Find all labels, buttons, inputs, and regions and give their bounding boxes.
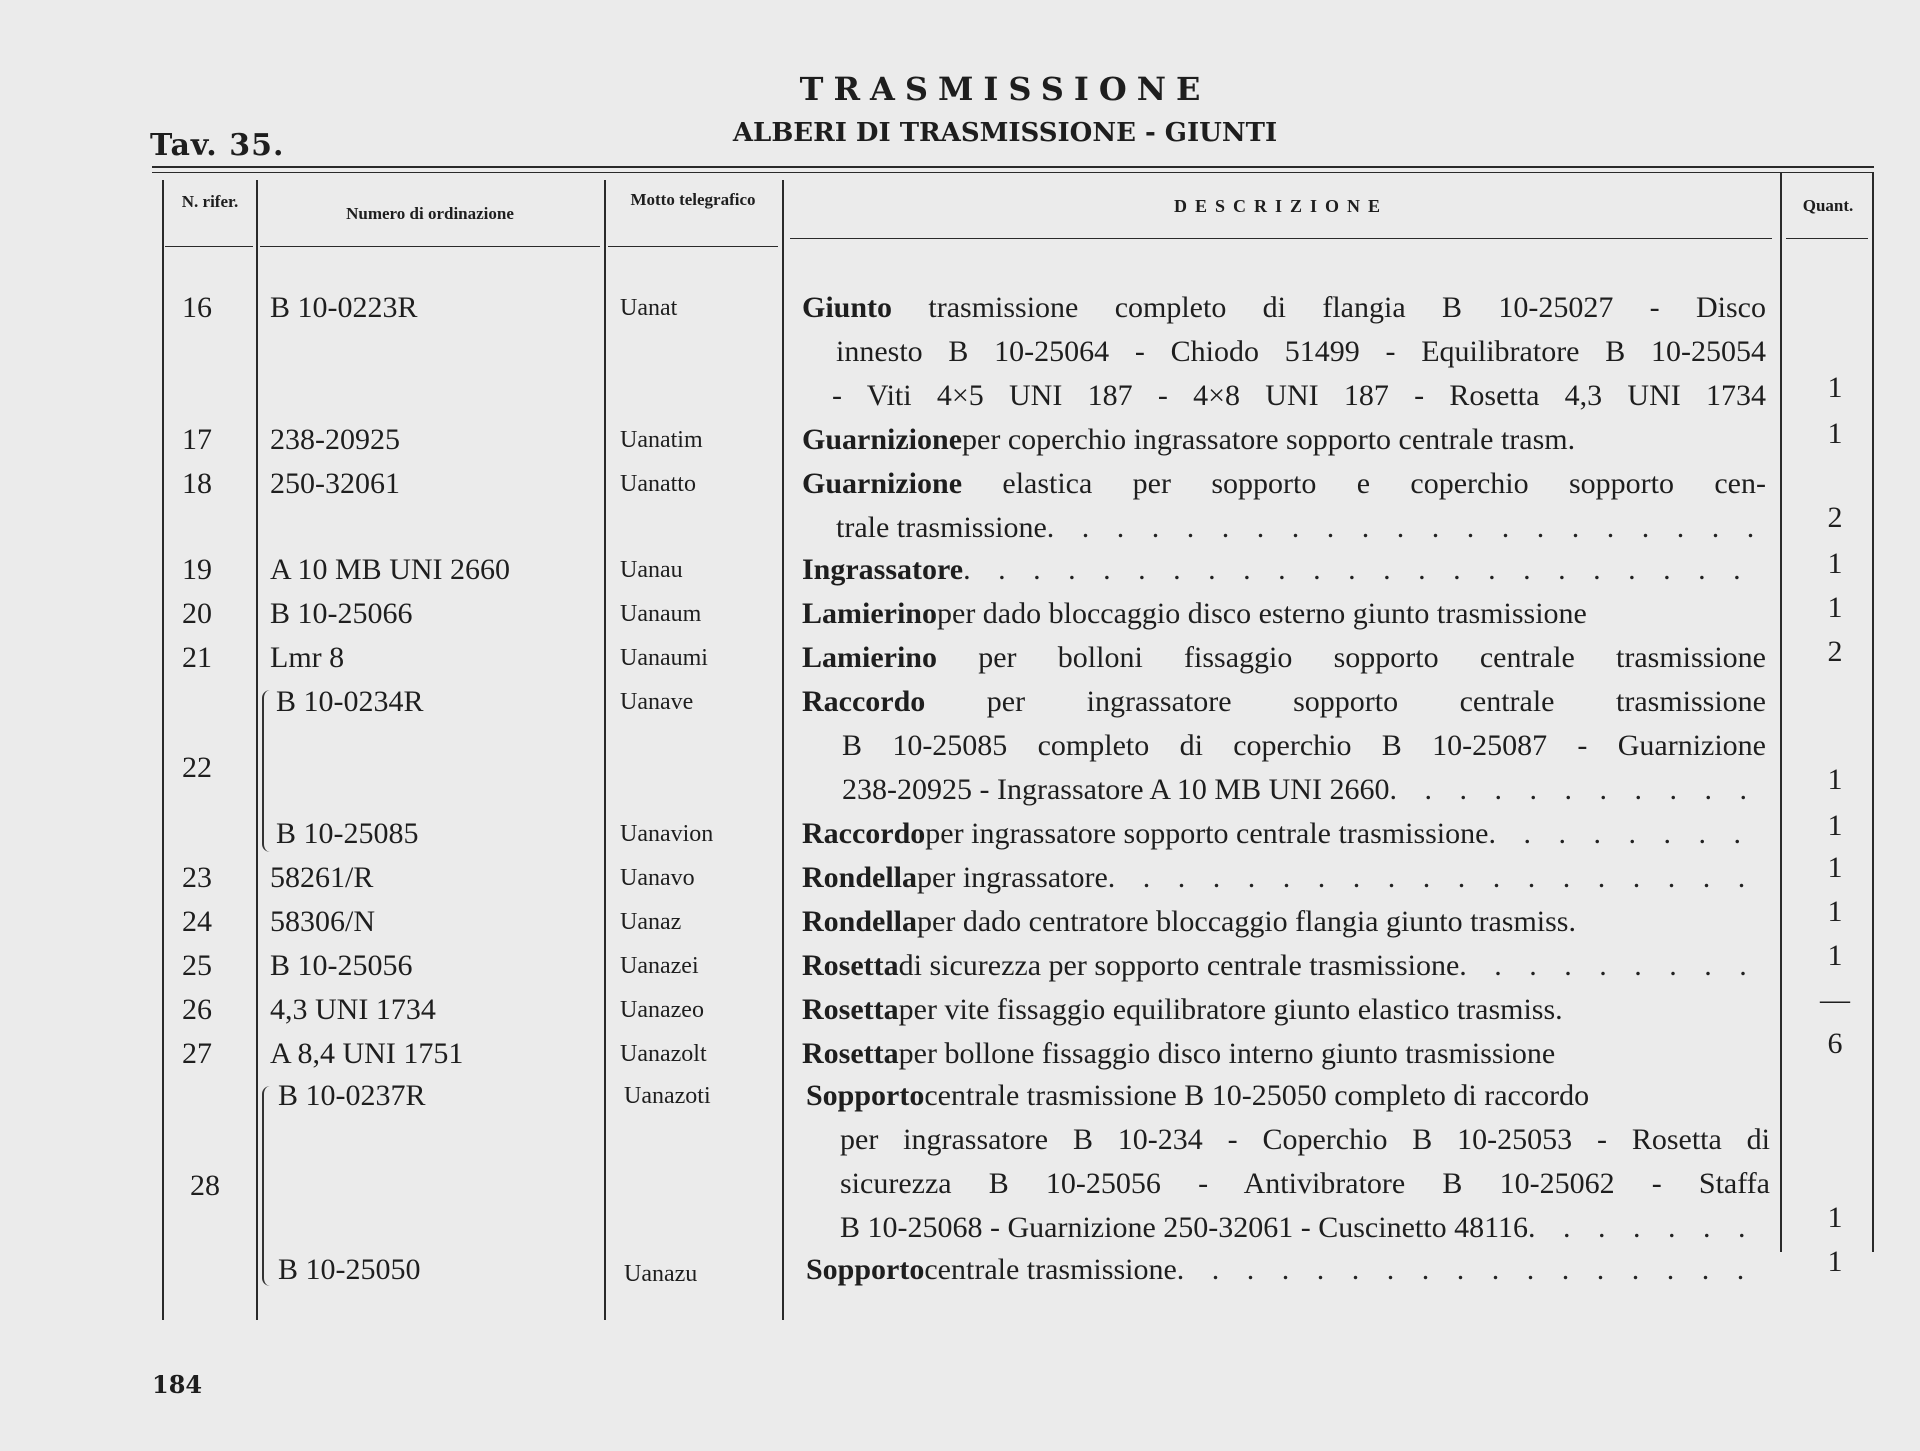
order-number: B 10-25085 [276, 817, 419, 850]
order-number: B 10-0223R [270, 291, 418, 324]
desc-text: per ingrassatore sopporto centrale trasmissione [925, 685, 1766, 718]
desc-text: per bollone fissaggio disco interno giunto trasmissione [898, 1037, 1556, 1070]
description [802, 286, 1766, 418]
desc-text: innesto B 10-25064 - Chiodo 51499 - Equilibratore B 10-25054 [836, 335, 1766, 368]
page-title: TRASMISSIONE [799, 70, 1211, 108]
description [806, 1074, 1770, 1250]
leader-dots [1488, 812, 1766, 856]
ref-number: 28 [190, 1169, 220, 1202]
table-top-rule [152, 166, 1874, 168]
desc-keyword: Guarnizione [802, 423, 963, 456]
desc-text: per ingrassatore [917, 861, 1108, 894]
desc-keyword: Raccordo [802, 685, 926, 718]
order-number: B 10-25056 [270, 949, 413, 982]
quantity: 1 [1827, 1201, 1843, 1234]
telegraphic-code: Uanaumi [620, 645, 708, 671]
quantity: 1 [1827, 417, 1843, 450]
desc-text: di sicurezza per sopporto centrale trasmissione [898, 949, 1460, 982]
quantity: 2 [1827, 501, 1843, 534]
quantity: — [1820, 983, 1850, 1016]
plate-number: Tav. 35. [150, 128, 285, 163]
desc-keyword: Rosetta [802, 993, 899, 1026]
telegraphic-code: Uanazei [620, 953, 699, 979]
quantity: 6 [1827, 1027, 1843, 1060]
description [806, 1248, 1770, 1292]
description [802, 900, 1766, 944]
quantity: 1 [1827, 371, 1843, 404]
desc-keyword: Rondella [802, 861, 918, 894]
order-number: B 10-0237R [278, 1079, 426, 1112]
description [802, 856, 1766, 900]
description [802, 812, 1766, 856]
telegraphic-code: Uanau [620, 557, 683, 583]
desc-text: trale trasmissione [836, 511, 1047, 544]
order-number: B 10-0234R [276, 685, 424, 718]
col-rule-right [1872, 172, 1874, 1252]
ref-number: 23 [182, 861, 212, 894]
desc-keyword: Raccordo [802, 817, 926, 850]
telegraphic-code: Uanazeo [620, 997, 704, 1023]
col-rule-nrif [256, 180, 258, 1320]
desc-keyword: Rosetta [802, 949, 899, 982]
description [802, 944, 1766, 988]
col-rule-left [162, 180, 164, 1320]
telegraphic-code: Uanave [620, 689, 694, 715]
quantity: 1 [1827, 895, 1843, 928]
description [802, 1032, 1766, 1076]
desc-text: per vite fissaggio equilibratore giunto elastico trasmiss. [898, 993, 1563, 1026]
telegraphic-code: Uanat [620, 295, 678, 321]
ref-number: 22 [182, 751, 212, 784]
order-number: 250-32061 [270, 467, 400, 500]
order-number: 58261/R [270, 861, 374, 894]
desc-text: B 10-25068 - Guarnizione 250-32061 - Cuscinetto 48116 [840, 1211, 1528, 1244]
desc-text: per bolloni fissaggio sopporto centrale trasmissione [937, 641, 1766, 674]
order-number: A 10 MB UNI 2660 [270, 553, 511, 586]
desc-text: per dado bloccaggio disco esterno giunto trasmissione [937, 597, 1587, 630]
telegraphic-code: Uanavion [620, 821, 714, 847]
desc-text: centrale trasmissione [924, 1253, 1177, 1286]
quantity: 2 [1827, 635, 1843, 668]
desc-text: centrale trasmissione B 10-25050 completo di raccordo [924, 1079, 1590, 1112]
header-rule [260, 246, 600, 247]
order-number: 58306/N [270, 905, 375, 938]
leader-dots [1459, 944, 1766, 988]
header-motto: Motto telegrafico [630, 190, 756, 209]
desc-keyword: Lamierino [802, 641, 937, 674]
description [802, 418, 1766, 462]
desc-text: trasmissione completo di flangia B 10-25027 - Disco [892, 291, 1766, 324]
table-top-rule-2 [152, 172, 1874, 173]
ref-number: 17 [182, 423, 212, 456]
ref-number: 21 [182, 641, 212, 674]
description [802, 462, 1766, 550]
telegraphic-code: Uanaum [620, 601, 702, 627]
quantity: 1 [1827, 591, 1843, 624]
ref-number: 20 [182, 597, 212, 630]
header-rule [790, 238, 1772, 239]
header-rule [1786, 238, 1868, 239]
desc-text: per ingrassatore sopporto centrale trasmissione [925, 817, 1489, 850]
page-subtitle: ALBERI DI TRASMISSIONE - GIUNTI [732, 118, 1278, 148]
quantity: 1 [1827, 1245, 1843, 1278]
ref-number: 27 [182, 1037, 212, 1070]
quantity: 1 [1827, 851, 1843, 884]
quantity: 1 [1827, 939, 1843, 972]
header-nrif: N. rifer. [181, 192, 239, 211]
quantity: 1 [1827, 547, 1843, 580]
telegraphic-code: Uanazu [624, 1261, 698, 1287]
page-number: 184 [152, 1370, 203, 1399]
description [802, 636, 1766, 680]
description [802, 548, 1766, 592]
desc-text: 238-20925 - Ingrassatore A 10 MB UNI 2660 [842, 773, 1390, 806]
leader-dots [963, 548, 1766, 592]
header-descrizione: DESCRIZIONE [1173, 196, 1389, 216]
desc-keyword: Guarnizione [802, 467, 963, 500]
desc-keyword: Rosetta [802, 1037, 899, 1070]
grouping-brace [262, 690, 270, 852]
telegraphic-code: Uanazolt [620, 1041, 707, 1067]
description [802, 680, 1766, 812]
header-numero: Numero di ordinazione [346, 204, 514, 223]
desc-keyword: Sopporto [806, 1079, 925, 1112]
desc-text: per ingrassatore B 10-234 - Coperchio B 10-25053 - Rosetta di [840, 1123, 1770, 1156]
desc-text: per coperchio ingrassatore sopporto centrale trasm. [962, 423, 1576, 456]
desc-keyword: Lamierino [802, 597, 937, 630]
telegraphic-code: Uanatto [620, 471, 696, 497]
ref-number: 24 [182, 905, 212, 938]
telegraphic-code: Uanavo [620, 865, 695, 891]
desc-text: sicurezza B 10-25056 - Antivibratore B 10-25062 - Staffa [840, 1167, 1770, 1200]
telegraphic-code: Uanazoti [624, 1083, 711, 1109]
ref-number: 26 [182, 993, 212, 1026]
header-rule [608, 246, 778, 247]
col-rule-motto [782, 180, 784, 1320]
leader-dots [1528, 1206, 1770, 1250]
leader-dots [1108, 856, 1766, 900]
ref-number: 18 [182, 467, 212, 500]
order-number: 238-20925 [270, 423, 400, 456]
telegraphic-code: Uanaz [620, 909, 682, 935]
header-quant: Quant. [1802, 196, 1854, 215]
header-rule [165, 246, 253, 247]
ref-number: 25 [182, 949, 212, 982]
desc-text: B 10-25085 completo di coperchio B 10-25087 - Guarnizione [842, 729, 1766, 762]
description [802, 988, 1766, 1032]
order-number: A 8,4 UNI 1751 [270, 1037, 464, 1070]
desc-keyword: Giunto [802, 291, 893, 324]
desc-keyword: Rondella [802, 905, 918, 938]
quantity: 1 [1827, 809, 1843, 842]
order-number: Lmr 8 [270, 641, 345, 674]
leader-dots [1177, 1248, 1770, 1292]
order-number: B 10-25066 [270, 597, 413, 630]
ref-number: 19 [182, 553, 212, 586]
ref-number: 16 [182, 291, 212, 324]
desc-keyword: Sopporto [806, 1253, 925, 1286]
leader-dots [1389, 768, 1766, 812]
leader-dots [1047, 506, 1766, 550]
desc-keyword: Ingrassatore [802, 553, 964, 586]
col-rule-numero [604, 180, 606, 1320]
order-number: 4,3 UNI 1734 [270, 993, 436, 1026]
desc-text: per dado centratore bloccaggio flangia giunto trasmiss. [917, 905, 1576, 938]
order-number: B 10-25050 [278, 1253, 421, 1286]
desc-text: - Viti 4×5 UNI 187 - 4×8 UNI 187 - Rosetta 4,3 UNI 1734 [832, 379, 1766, 412]
telegraphic-code: Uanatim [620, 427, 703, 453]
col-rule-desc [1780, 172, 1782, 1252]
desc-text: elastica per sopporto e coperchio sopporto cen- [962, 467, 1766, 500]
grouping-brace [262, 1086, 270, 1286]
quantity: 1 [1827, 763, 1843, 796]
description [802, 592, 1766, 636]
